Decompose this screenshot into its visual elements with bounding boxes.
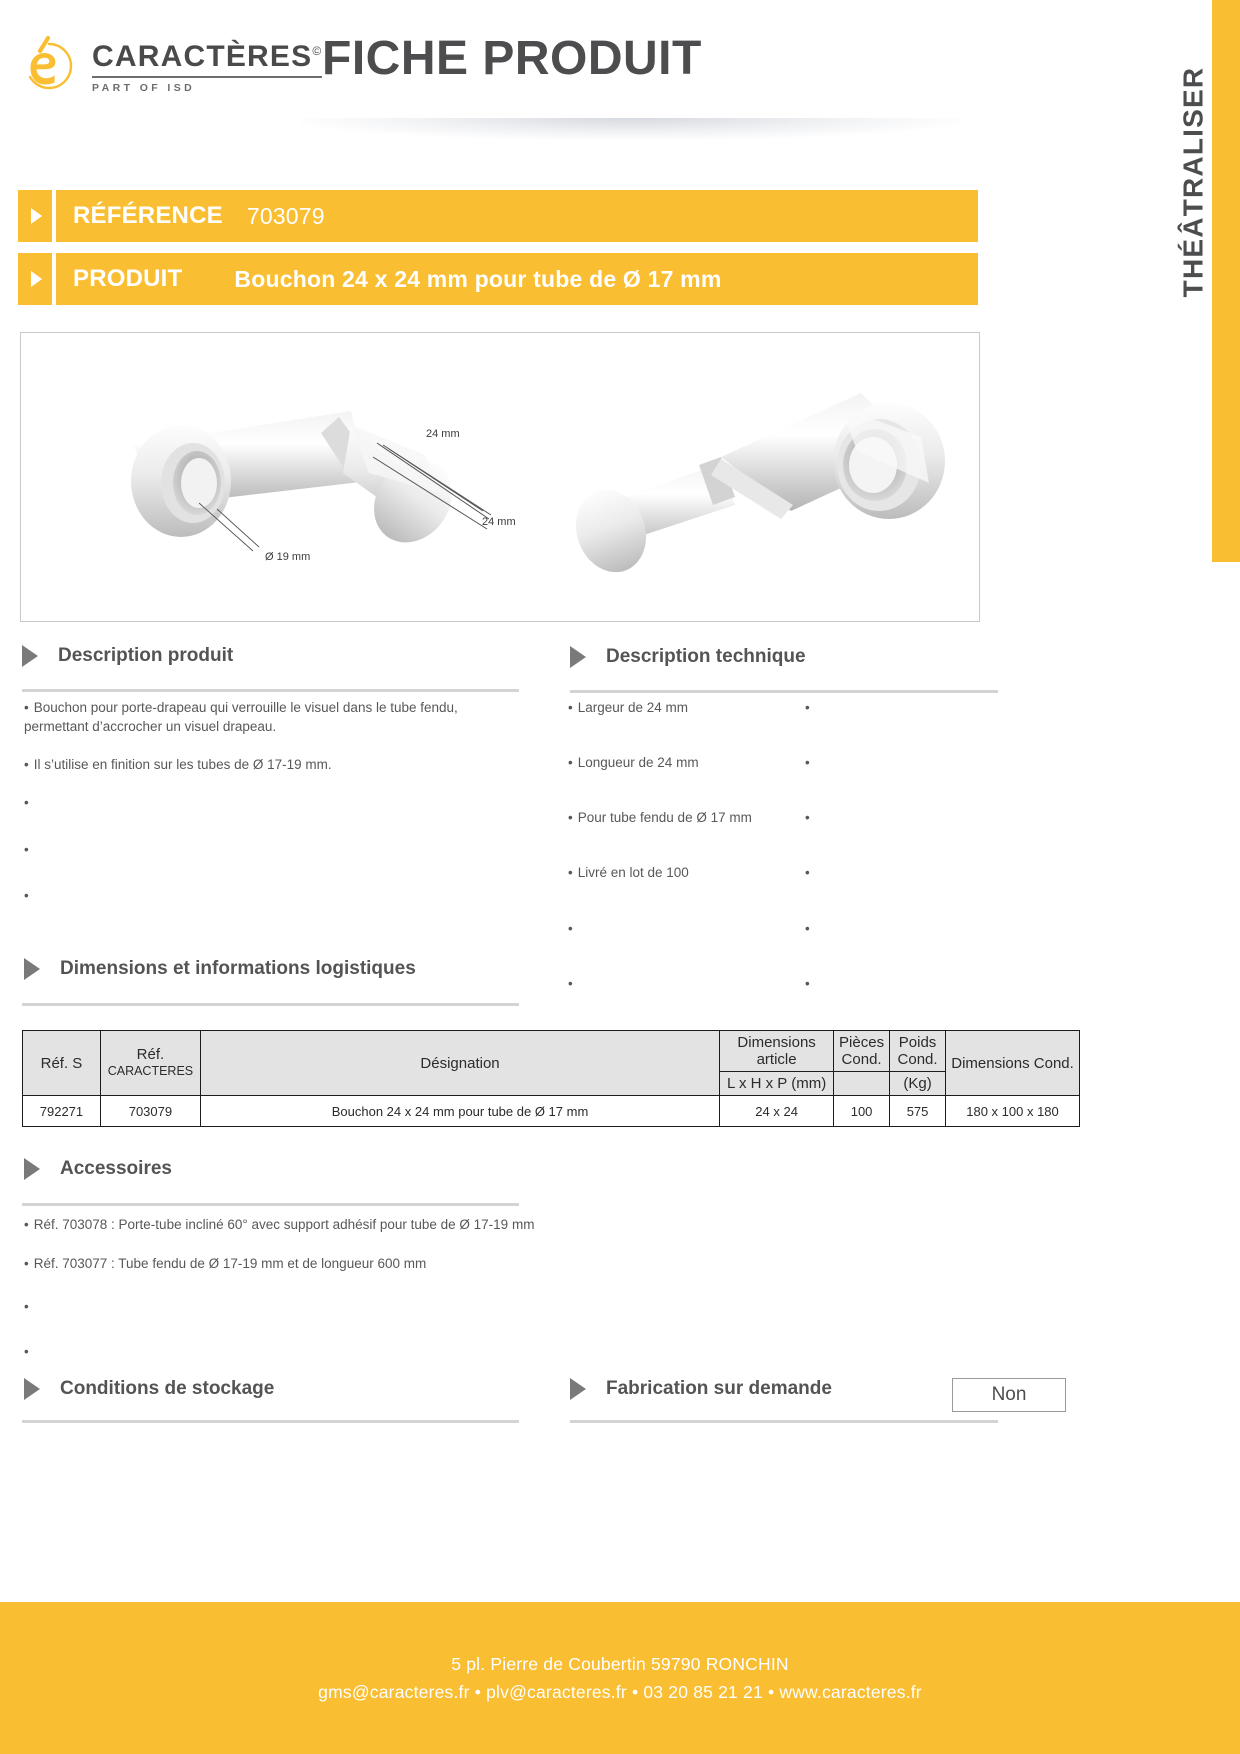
bullet-dot: •: [568, 700, 573, 715]
triangle-right-icon: [31, 208, 42, 224]
fabrication-sur-demande-value: Non: [991, 1384, 1027, 1405]
category-tab: [1085, 0, 1240, 562]
section-divider-accessoires: [22, 1203, 519, 1206]
cell-poids-cond: 575: [890, 1096, 946, 1127]
list-item: [24, 840, 524, 859]
th-ref-caracteres-sub: CARACTERES: [107, 1064, 194, 1079]
category-tab-label: THÉÂTRALISER: [1177, 66, 1208, 298]
section-header-description-technique: [570, 646, 806, 668]
brand-copyright: ©: [312, 44, 323, 58]
list-item: [805, 753, 1005, 772]
bullet-dot: •: [24, 1299, 29, 1315]
triangle-right-icon: [570, 1378, 586, 1400]
footer-address: 5 pl. Pierre de Coubertin 59790 RONCHIN: [451, 1654, 789, 1674]
list-item-text: Longueur de 24 mm: [577, 755, 699, 771]
table-row: [23, 1096, 1080, 1127]
category-accent-bar: [1212, 0, 1240, 562]
section-title: Accessoires: [60, 1158, 172, 1179]
category-tab-label-wrap: [1176, 18, 1210, 318]
cell-designation: Bouchon 24 x 24 mm pour tube de Ø 17 mm: [200, 1096, 719, 1127]
reference-band: [18, 190, 978, 242]
bullet-dot: •: [24, 1256, 29, 1272]
list-item: [24, 698, 524, 736]
page-title: FICHE PRODUIT: [322, 32, 702, 85]
product-photo: [21, 333, 979, 621]
cell-ref-caracteres: 703079: [100, 1096, 200, 1127]
triangle-right-icon: [24, 1158, 40, 1180]
fabrication-sur-demande-value-box[interactable]: [952, 1378, 1066, 1412]
section-divider-description-produit: [22, 689, 519, 692]
list-item: [568, 863, 798, 882]
page-header: [0, 0, 1085, 125]
description-technique-list-right: [805, 698, 1005, 1012]
product-value: Bouchon 24 x 24 mm pour tube de Ø 17 mm: [234, 265, 722, 292]
footer-contacts: gms@caracteres.fr • plv@caracteres.fr • 03 20 85 21 21 • www.caracteres.fr: [318, 1682, 922, 1702]
bullet-dot: •: [805, 700, 810, 715]
bullet-dot: •: [805, 975, 810, 991]
list-item-text: Réf. 703077 : Tube fendu de Ø 17-19 mm et de longueur 600 mm: [33, 1256, 427, 1272]
accessoires-list: [24, 1215, 784, 1381]
th-poids-cond-units: (Kg): [890, 1072, 946, 1096]
description-produit-list: [24, 698, 524, 924]
section-title: Description produit: [58, 645, 234, 666]
list-item: [805, 919, 1005, 938]
brand-name: CARACTÈRES©: [92, 40, 323, 73]
th-pieces-cond: Pièces Cond.: [834, 1031, 890, 1072]
list-item-text: Bouchon pour porte-drapeau qui verrouille le visuel dans le tube fendu, permettant d’accrocher un visuel drapeau.: [24, 700, 458, 735]
list-item: [568, 974, 798, 993]
list-item: [24, 886, 524, 905]
bullet-dot: •: [805, 755, 810, 771]
list-item: [805, 808, 1005, 827]
cell-dimensions-article: 24 x 24: [720, 1096, 834, 1127]
brand-tagline: PART OF ISD: [92, 81, 196, 94]
list-item: [805, 974, 1005, 993]
triangle-right-icon: [31, 271, 42, 287]
dimension-label-width: 24 mm: [426, 428, 460, 440]
list-item: [568, 919, 798, 938]
header-shadow-decoration: [300, 118, 960, 140]
bullet-dot: •: [24, 1217, 29, 1232]
list-item: [805, 698, 1005, 717]
cell-dimensions-cond: 180 x 100 x 180: [946, 1096, 1080, 1127]
list-item: [568, 698, 798, 717]
list-item: [568, 808, 798, 827]
section-title: Description technique: [606, 646, 806, 667]
dimension-label-height: 24 mm: [482, 516, 516, 528]
th-poids-cond: Poids Cond.: [890, 1031, 946, 1072]
page-footer: [0, 1602, 1240, 1754]
list-item: [24, 1342, 784, 1361]
bullet-dot: •: [24, 1344, 29, 1360]
th-pieces-cond-units: [834, 1072, 890, 1096]
section-divider-dimensions-logistiques: [22, 1003, 519, 1006]
list-item: [24, 793, 524, 812]
brand-divider: [92, 76, 322, 78]
th-designation: Désignation: [200, 1031, 719, 1096]
section-divider-description-technique: [570, 690, 998, 693]
list-item: [805, 863, 1005, 882]
th-dimensions-article: Dimensions article: [720, 1031, 834, 1072]
product-label: PRODUIT: [73, 265, 183, 292]
reference-value: 703079: [246, 202, 325, 229]
reference-band-body: [56, 190, 978, 242]
logistics-table-wrap: [22, 1030, 1080, 1127]
section-header-fabrication-sur-demande: [570, 1378, 832, 1400]
list-item: [568, 753, 798, 772]
e-grave-logo-icon: [18, 32, 80, 94]
list-item-text: Largeur de 24 mm: [577, 700, 689, 715]
triangle-right-icon: [22, 645, 38, 667]
bullet-dot: •: [24, 841, 29, 857]
product-band-marker: [18, 253, 52, 305]
section-header-accessoires: [24, 1158, 172, 1180]
product-band-body: [56, 253, 978, 305]
brand-logo: [18, 32, 322, 94]
list-item: [24, 1297, 784, 1316]
table-header: [23, 1031, 1080, 1096]
list-item-text: Réf. 703078 : Porte-tube incliné 60° avec support adhésif pour tube de Ø 17-19 mm: [33, 1217, 535, 1232]
bullet-dot: •: [24, 757, 29, 773]
section-header-dimensions-logistiques: [24, 958, 416, 980]
reference-band-marker: [18, 190, 52, 242]
section-divider-conditions-stockage: [22, 1420, 519, 1423]
product-band: [18, 253, 978, 305]
table-header-row-1: [23, 1031, 1080, 1072]
bullet-dot: •: [568, 920, 573, 936]
bullet-dot: •: [568, 865, 573, 881]
list-item-text: Livré en lot de 100: [577, 865, 689, 881]
table-body: [23, 1096, 1080, 1127]
bullet-dot: •: [24, 887, 29, 903]
list-item: [24, 1254, 784, 1273]
th-ref-caracteres: [100, 1031, 200, 1096]
list-item: [24, 755, 524, 774]
section-divider-fabrication-sur-demande: [570, 1420, 998, 1423]
bullet-dot: •: [568, 975, 573, 991]
product-image-box: [20, 332, 980, 622]
list-item-text: Pour tube fendu de Ø 17 mm: [577, 810, 752, 826]
bullet-dot: •: [805, 865, 810, 881]
reference-label: RÉFÉRENCE: [73, 202, 223, 229]
th-ref-caracteres-main: Réf.: [136, 1045, 165, 1063]
cell-pieces-cond: 100: [834, 1096, 890, 1127]
bullet-dot: •: [805, 920, 810, 936]
bullet-dot: •: [568, 810, 573, 826]
bullet-dot: •: [805, 810, 810, 826]
section-header-description-produit: [22, 645, 233, 667]
bullet-dot: •: [24, 700, 29, 715]
dimension-label-diameter: Ø 19 mm: [265, 551, 311, 563]
list-item: [24, 1215, 784, 1234]
bullet-dot: •: [568, 755, 573, 771]
triangle-right-icon: [570, 646, 586, 668]
section-title: Dimensions et informations logistiques: [60, 958, 416, 979]
logistics-table: [22, 1030, 1080, 1127]
triangle-right-icon: [24, 958, 40, 980]
section-title: Fabrication sur demande: [606, 1378, 832, 1399]
list-item-text: Il s’utilise en finition sur les tubes de Ø 17-19 mm.: [33, 757, 332, 773]
triangle-right-icon: [24, 1378, 40, 1400]
th-ref-s: Réf. S: [23, 1031, 101, 1096]
section-header-conditions-stockage: [24, 1378, 274, 1400]
th-dimensions-cond: Dimensions Cond.: [946, 1031, 1080, 1096]
brand-wordmark: [92, 32, 322, 94]
th-dimensions-article-units: L x H x P (mm): [720, 1072, 834, 1096]
description-technique-list-left: [568, 698, 798, 1012]
cell-ref-s: 792271: [23, 1096, 101, 1127]
bullet-dot: •: [24, 795, 29, 811]
section-title: Conditions de stockage: [60, 1378, 275, 1399]
